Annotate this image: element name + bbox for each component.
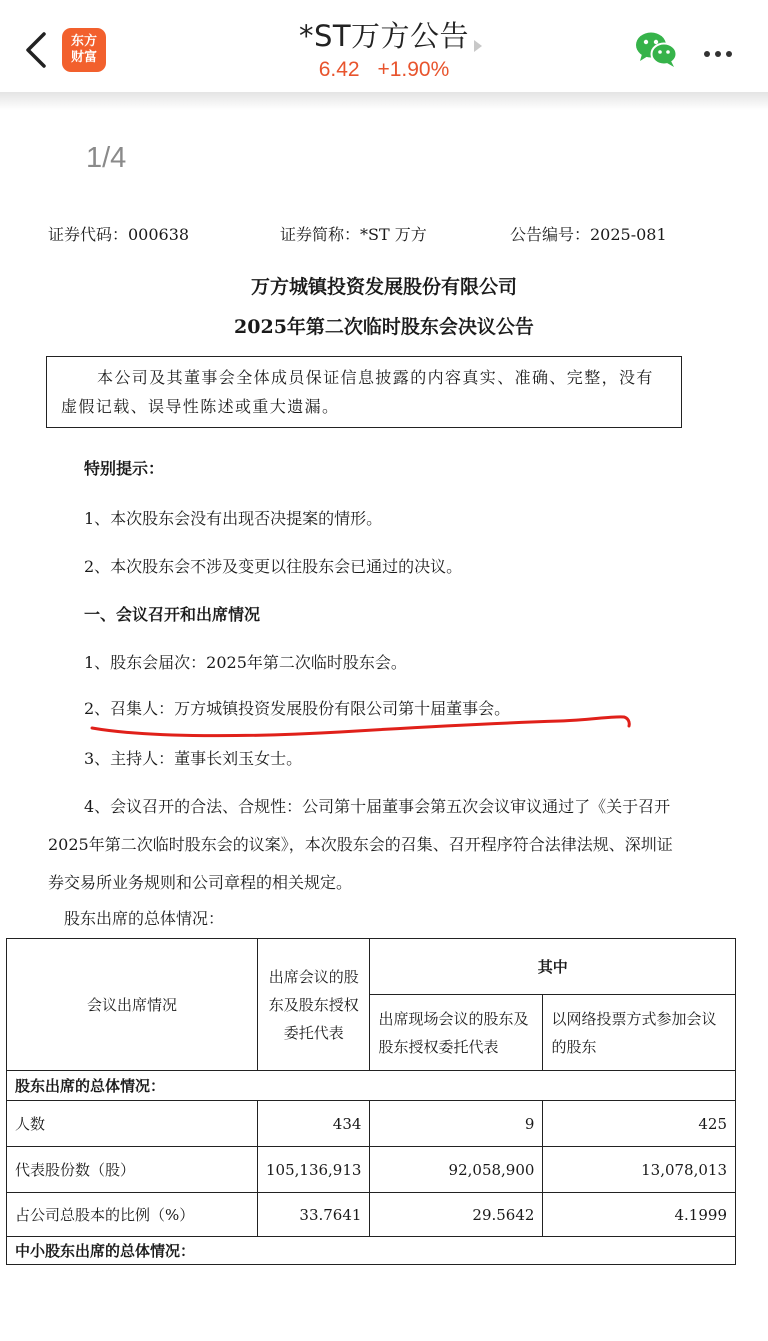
table-row — [7, 1101, 736, 1147]
row-onsite: 9 — [370, 1101, 543, 1147]
notice-number: 公告编号：2025-081 — [510, 225, 667, 244]
table-header-row — [7, 939, 736, 995]
wechat-icon[interactable] — [634, 30, 678, 68]
header-col1: 会议出席情况 — [7, 939, 258, 1071]
title-expand-icon[interactable] — [474, 40, 482, 52]
row-online: 425 — [543, 1101, 736, 1147]
app-logo-text: 东方财富 — [70, 34, 97, 65]
stock-change: +1.90% — [377, 58, 450, 81]
row-total: 105,136,913 — [258, 1147, 370, 1193]
row-online: 13,078,013 — [543, 1147, 736, 1193]
legality-item: 4、会议召开的合法、合规性：公司第十届董事会第五次会议审议通过了《关于召开2025年第二次临时股东会的议案》，本次股东会的召集、召开程序符合法律法规、深圳证券交易所业务规则和公司章程的相关规定。 — [48, 797, 673, 892]
attendance-table — [6, 938, 736, 1265]
row-onsite: 92,058,900 — [370, 1147, 543, 1193]
section-heading: 一、会议召开和出席情况 — [84, 605, 261, 624]
row-label: 人数 — [7, 1101, 258, 1147]
row-online: 4.1999 — [543, 1193, 736, 1237]
page-title[interactable]: *ST万方公告 — [298, 19, 470, 53]
header-col3: 出席现场会议的股东及股东授权委托代表 — [370, 995, 543, 1071]
security-short-name: 证券简称：*ST 万方 — [280, 225, 427, 244]
header-col4: 以网络投票方式参加会议的股东 — [543, 995, 736, 1071]
section-small: 中小股东出席的总体情况： — [7, 1237, 736, 1265]
row-total: 434 — [258, 1101, 370, 1147]
row-total: 33.7641 — [258, 1193, 370, 1237]
stock-price: 6.42 — [318, 58, 360, 81]
app-header — [0, 0, 768, 92]
convener-item: 2、召集人：万方城镇投资发展股份有限公司第十届董事会。 — [84, 699, 511, 718]
table-row — [7, 1147, 736, 1193]
meeting-session-item: 1、股东会届次：2025年第二次临时股东会。 — [84, 653, 407, 672]
page-indicator: 1/4 — [86, 142, 127, 174]
row-label: 代表股份数（股） — [7, 1147, 258, 1193]
row-onsite: 29.5642 — [370, 1193, 543, 1237]
row-label: 占公司总股本的比例（%） — [7, 1193, 258, 1237]
security-code: 证券代码：000638 — [48, 225, 190, 244]
more-dots-icon[interactable] — [704, 42, 738, 54]
document-title: 2025年第二次临时股东会决议公告 — [234, 316, 534, 338]
header-col2: 出席会议的股东及股东授权委托代表 — [258, 939, 370, 1071]
tip-item: 1、本次股东会没有出现否决提案的情形。 — [84, 509, 383, 528]
table-row — [7, 1193, 736, 1237]
table-section-row — [7, 1237, 736, 1265]
attendance-caption: 股东出席的总体情况： — [64, 909, 225, 928]
header-group: 其中 — [370, 939, 736, 995]
special-tips-heading: 特别提示： — [84, 459, 165, 478]
table-section-row — [7, 1071, 736, 1101]
section-overall: 股东出席的总体情况： — [7, 1071, 736, 1101]
tip-item: 2、本次股东会不涉及变更以往股东会已通过的决议。 — [84, 557, 463, 576]
company-name: 万方城镇投资发展股份有限公司 — [250, 276, 517, 298]
host-item: 3、主持人：董事长刘玉女士。 — [84, 749, 303, 768]
header-divider — [0, 92, 768, 110]
disclaimer-box: 本公司及其董事会全体成员保证信息披露的内容真实、准确、完整，没有虚假记载、误导性陈述或重大遗漏。 — [46, 356, 682, 428]
